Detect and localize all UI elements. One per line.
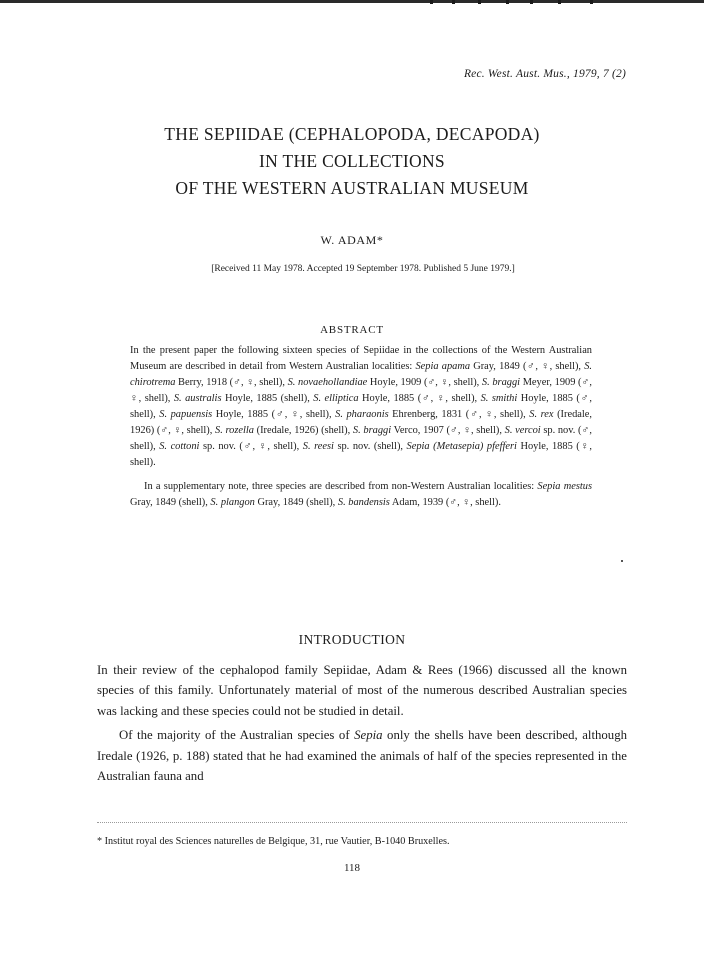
page-number: 118: [343, 862, 361, 874]
journal-citation: Rec. West. Aust. Mus., 1979, 7 (2): [463, 68, 626, 80]
species-name: S. elliptica: [313, 393, 359, 404]
species-name: S. plangon: [210, 497, 255, 508]
species-name: S. papuensis: [159, 409, 213, 420]
species-name: Sepia apama: [415, 361, 471, 372]
footnote: * Institut royal des Sciences naturelles de Belgique, 31, rue Vautier, B-1040 Bruxelles.: [97, 836, 450, 847]
scan-marks: [420, 0, 620, 4]
abstract-paragraph: In the present paper the following sixteen species of Sepiidae in the collections of the Western Australian Museum are described in detail from Western Australian localities: Sepia apama Gray, 1849 (♂, ♀, shell), S. chirotrema Berry, 1918 (♂, ♀, shell), S. novaehollandiae Hoyle, 1909 (♂, ♀, shell), S. braggi Meyer, 1909 (♂, ♀, shell), S. australis Hoyle, 1885 (shell), S. elliptica Hoyle, 1885 (♂, ♀, shell), S. smithi Hoyle, 1885 (♂, shell), S. papuensis Hoyle, 1885 (♂, ♀, shell), S. pharaonis Ehrenberg, 1831 (♂, ♀, shell), S. rex (Iredale, 1926) (♂, ♀, shell), S. rozella (Iredale, 1926) (shell), S. braggi Verco, 1907 (♂, ♀, shell), S. vercoi sp. nov. (♂, shell), S. cottoni sp. nov. (♂, ♀, shell), S. reesi sp. nov. (shell), Sepia (Metasepia) pfefferi Hoyle, 1885 (♀, shell).: [130, 345, 593, 468]
species-name: S. chirotrema: [130, 361, 592, 388]
species-name: S. smithi: [480, 393, 518, 404]
genus-name: Sepia: [354, 728, 383, 743]
body-paragraph: In their review of the cephalopod family Sepiidae, Adam & Rees (1966) discussed all the known species of this family. Unfortunately material of most of the numerous described Australian species was lacking and these species could not be studied in detail.: [97, 663, 627, 718]
species-name: Sepia (Metasepia) pfefferi: [406, 441, 517, 452]
title-line: THE SEPIIDAE (CEPHALOPODA, DECAPODA): [164, 124, 540, 144]
body-paragraph: Of the majority of the Australian species of Sepia only the shells have been described, although Iredale (1926, p. 188) stated that he had examined the animals of half of the species represented in the Australian fauna and: [97, 728, 627, 784]
species-name: S. vercoi: [504, 425, 541, 436]
footnote-divider: [97, 822, 627, 824]
abstract-paragraph: In a supplementary note, three species are described from non-Western Australian localities: Sepia mestus Gray, 1849 (shell), S. plangon Gray, 1849 (shell), S. bandensis Adam, 1939 (♂, ♀, shell).: [130, 481, 592, 508]
scan-speck: [621, 560, 623, 562]
title-line: OF THE WESTERN AUSTRALIAN MUSEUM: [175, 178, 529, 198]
species-name: S. rozella: [215, 425, 254, 436]
species-name: S. novaehollandiae: [287, 377, 368, 388]
received-dates: [Received 11 May 1978. Accepted 19 September 1978. Published 5 June 1979.]: [211, 264, 515, 274]
paper-title: [0, 121, 704, 202]
species-name: Sepia mestus: [537, 481, 592, 492]
species-name: S. australis: [173, 393, 222, 404]
species-name: S. braggi: [481, 377, 521, 388]
species-name: S. braggi: [352, 425, 392, 436]
species-name: S. pharaonis: [335, 409, 389, 420]
species-name: S. bandensis: [337, 497, 390, 508]
abstract-body: [130, 343, 592, 519]
introduction-body: [97, 660, 627, 790]
introduction-heading: INTRODUCTION: [298, 632, 406, 647]
species-name: S. cottoni: [159, 441, 200, 452]
abstract-heading: ABSTRACT: [320, 324, 384, 336]
species-name: S. reesi: [302, 441, 334, 452]
title-line: IN THE COLLECTIONS: [259, 151, 445, 171]
author: W. ADAM*: [320, 233, 384, 247]
species-name: S. rex: [529, 409, 554, 420]
